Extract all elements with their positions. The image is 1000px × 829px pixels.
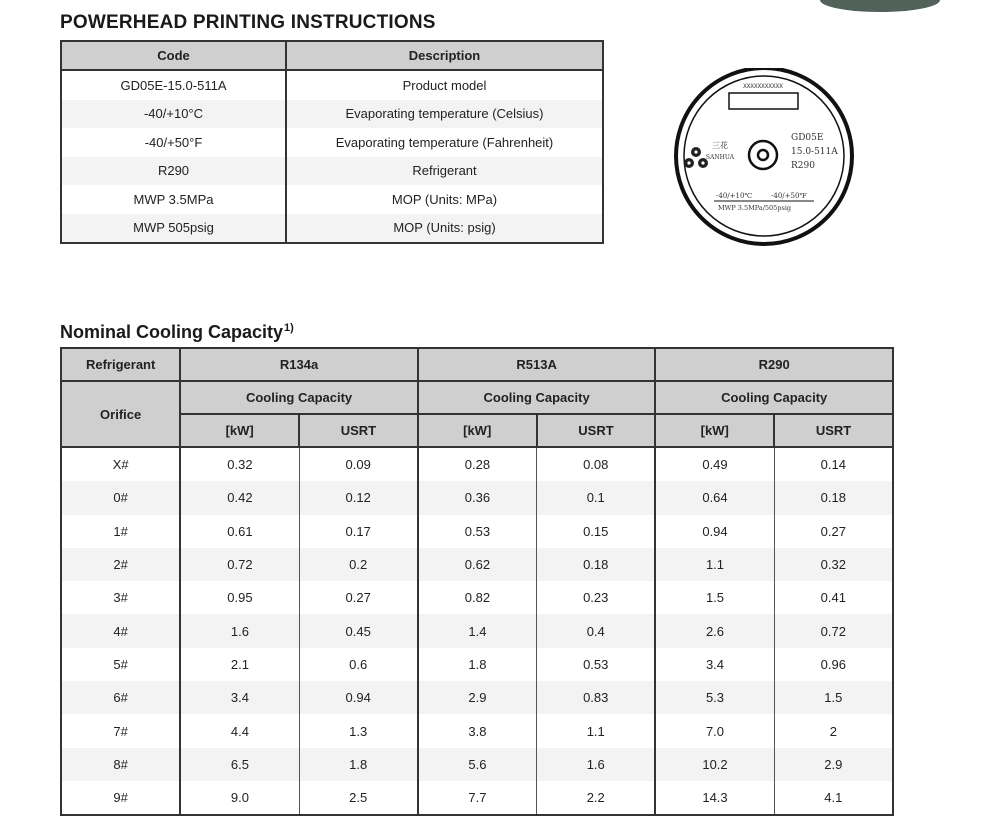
column-header-code: Code	[61, 41, 286, 70]
description-cell: Product model	[402, 77, 487, 93]
r134a-usrt-cell: 0.94	[299, 681, 418, 714]
r134a-usrt-cell: 0.6	[299, 648, 418, 681]
table-row	[61, 681, 893, 714]
r513a-usrt-cell: 0.23	[537, 581, 656, 614]
dial-brand-en: SANHUA	[705, 154, 735, 161]
code-cell: GD05E-15.0-511A	[61, 70, 286, 100]
r290-usrt-cell: 1.5	[774, 681, 893, 714]
table-row	[61, 70, 603, 100]
description-cell: Evaporating temperature (Fahrenheit)	[335, 134, 554, 150]
cooling-capacity-header: Cooling Capacity	[418, 381, 656, 414]
r290-kw-cell: 0.94	[655, 515, 774, 548]
orifice-cell: 2#	[61, 548, 180, 581]
table-row	[61, 648, 893, 681]
r134a-kw-cell: 3.4	[180, 681, 299, 714]
r513a-usrt-cell: 0.1	[537, 481, 656, 514]
r513a-kw-cell: 3.8	[418, 714, 537, 747]
r290-kw-cell: 1.1	[655, 548, 774, 581]
table-row	[61, 748, 893, 781]
r290-kw-cell: 0.64	[655, 481, 774, 514]
table-row	[61, 185, 603, 214]
code-cell: MWP 505psig	[61, 214, 286, 244]
orifice-header: Orifice	[61, 381, 180, 447]
r290-kw-cell: 5.3	[655, 681, 774, 714]
orifice-cell: X#	[61, 447, 180, 481]
r513a-kw-cell: 0.36	[418, 481, 537, 514]
r134a-kw-cell: 2.1	[180, 648, 299, 681]
r290-kw-cell: 0.49	[655, 447, 774, 481]
unit-kw-header: [kW]	[180, 414, 299, 447]
code-cell: R290	[61, 157, 286, 186]
footnote-marker: 1)	[284, 322, 294, 334]
r290-usrt-cell: 0.27	[774, 515, 893, 548]
r513a-usrt-cell: 2.2	[537, 781, 656, 815]
orifice-cell: 1#	[113, 523, 128, 539]
r134a-kw-cell: 0.32	[180, 447, 299, 481]
header-row-capacity	[61, 381, 893, 414]
r290-usrt-cell: 0.96	[774, 648, 893, 681]
code-cell: MWP 3.5MPa	[61, 185, 286, 214]
unit-usrt-header: USRT	[299, 414, 418, 447]
r290-usrt-cell: 0.72	[774, 614, 893, 647]
r290-usrt-cell: 0.41	[774, 581, 893, 614]
dial-model-line2: 15.0-511A	[791, 147, 838, 157]
r290-usrt-cell: 0.18	[774, 481, 893, 514]
r513a-usrt-cell: 1.6	[537, 748, 656, 781]
r290-kw-cell: 3.4	[655, 648, 774, 681]
code-cell: -40/+10°C	[61, 100, 286, 129]
r513a-usrt-cell: 0.4	[537, 614, 656, 647]
r134a-usrt-cell: 1.3	[299, 714, 418, 747]
r290-kw-cell: 10.2	[655, 748, 774, 781]
powerhead-table	[60, 40, 604, 244]
dial-brand-cn: 三花	[712, 141, 728, 150]
r134a-usrt-cell: 1.8	[299, 748, 418, 781]
table-row	[61, 515, 893, 548]
r134a-kw-cell: 0.61	[180, 515, 299, 548]
r134a-kw-cell: 4.4	[180, 714, 299, 747]
cooling-capacity-header: Cooling Capacity	[180, 381, 418, 414]
unit-usrt-header: USRT	[774, 414, 893, 447]
r290-kw-cell: 7.0	[655, 714, 774, 747]
r513a-usrt-cell: 0.08	[537, 447, 656, 481]
r134a-kw-cell: 6.5	[180, 748, 299, 781]
r290-usrt-cell: 4.1	[774, 781, 893, 815]
r513a-kw-cell: 1.8	[418, 648, 537, 681]
r513a-kw-cell: 5.6	[418, 748, 537, 781]
r134a-usrt-cell: 0.09	[299, 447, 418, 481]
orifice-cell: 9#	[113, 790, 128, 806]
table-row	[61, 481, 893, 514]
orifice-cell: 6#	[61, 681, 180, 714]
r134a-kw-cell: 0.95	[180, 581, 299, 614]
r513a-usrt-cell: 0.18	[537, 548, 656, 581]
refrigerant-r290-header: R290	[655, 348, 893, 381]
dial-pressure: MWP 3.5MPa/505psig	[718, 204, 792, 212]
orifice-cell: 5#	[113, 656, 128, 672]
r290-kw-cell: 1.5	[655, 581, 774, 614]
table-row	[61, 447, 893, 481]
r134a-usrt-cell: 0.17	[299, 515, 418, 548]
description-cell: MOP (Units: psig)	[286, 214, 603, 244]
r290-usrt-cell: 0.14	[774, 447, 893, 481]
refrigerant-r513a-header: R513A	[418, 348, 656, 381]
table-row	[61, 128, 603, 157]
cooling-title-text: Nominal Cooling Capacity	[60, 322, 284, 342]
refrigerant-header: Refrigerant	[61, 348, 180, 381]
r290-kw-cell: 14.3	[655, 781, 774, 815]
header-row-units	[61, 414, 893, 447]
r513a-kw-cell: 0.28	[418, 447, 537, 481]
description-cell: Evaporating temperature (Celsius)	[286, 100, 603, 129]
code-cell: -40/+50°F	[61, 128, 286, 157]
dial-center-hole	[758, 150, 768, 160]
description-cell: MOP (Units: MPa)	[391, 191, 498, 207]
r513a-kw-cell: 2.9	[418, 681, 537, 714]
orifice-cell: 0#	[61, 481, 180, 514]
r134a-usrt-cell: 2.5	[299, 781, 418, 815]
r513a-usrt-cell: 0.15	[537, 515, 656, 548]
r513a-kw-cell: 7.7	[418, 781, 537, 815]
r513a-kw-cell: 0.82	[418, 581, 537, 614]
table-row	[61, 714, 893, 747]
header-image-fragment	[820, 0, 940, 12]
r134a-kw-cell: 0.72	[180, 548, 299, 581]
r290-usrt-cell: 2	[774, 714, 893, 747]
r290-usrt-cell: 0.32	[774, 548, 893, 581]
r134a-kw-cell: 0.42	[180, 481, 299, 514]
description-cell: Refrigerant	[286, 157, 603, 186]
r513a-usrt-cell: 0.83	[537, 681, 656, 714]
dial-label-window	[729, 93, 798, 109]
unit-usrt-header: USRT	[537, 414, 656, 447]
powerhead-title: POWERHEAD PRINTING INSTRUCTIONS	[60, 12, 436, 33]
orifice-cell: 4#	[61, 614, 180, 647]
orifice-cell: 8#	[61, 748, 180, 781]
dial-temp-celsius: -40/+10℃	[716, 192, 753, 200]
refrigerant-r134a-header: R134a	[180, 348, 418, 381]
dial-serial: XXXXXXXXXXX	[743, 83, 783, 90]
r513a-usrt-cell: 0.53	[537, 648, 656, 681]
dial-temp-fahrenheit: -40/+50℉	[771, 192, 807, 200]
r290-kw-cell: 2.6	[655, 614, 774, 647]
r513a-usrt-cell: 1.1	[537, 714, 656, 747]
orifice-cell: 7#	[113, 723, 128, 739]
r134a-usrt-cell: 0.2	[299, 548, 418, 581]
r134a-usrt-cell: 0.12	[299, 481, 418, 514]
table-row	[61, 214, 603, 244]
table-row	[61, 781, 893, 815]
r513a-kw-cell: 0.53	[418, 515, 537, 548]
r134a-usrt-cell: 0.27	[299, 581, 418, 614]
column-header-description: Description	[286, 41, 603, 70]
cooling-capacity-header: Cooling Capacity	[655, 381, 893, 414]
table-row	[61, 100, 603, 129]
cooling-capacity-table	[60, 347, 894, 816]
table-header-row	[61, 41, 603, 70]
powerhead-dial-illustration	[672, 68, 858, 248]
dial-refrigerant: R290	[791, 161, 815, 171]
table-row	[61, 581, 893, 614]
r290-usrt-cell: 2.9	[774, 748, 893, 781]
r513a-kw-cell: 1.4	[418, 614, 537, 647]
table-row	[61, 548, 893, 581]
r513a-kw-cell: 0.62	[418, 548, 537, 581]
r134a-kw-cell: 1.6	[180, 614, 299, 647]
r134a-usrt-cell: 0.45	[299, 614, 418, 647]
unit-kw-header: [kW]	[655, 414, 774, 447]
orifice-cell: 3#	[113, 590, 128, 606]
table-row	[61, 614, 893, 647]
dial-model-line1: GD05E	[791, 133, 824, 143]
r134a-kw-cell: 9.0	[180, 781, 299, 815]
unit-kw-header: [kW]	[418, 414, 537, 447]
table-row	[61, 157, 603, 186]
cooling-title	[60, 322, 294, 343]
header-row-refrigerant	[61, 348, 893, 381]
cooling-capacity-body	[61, 447, 893, 815]
